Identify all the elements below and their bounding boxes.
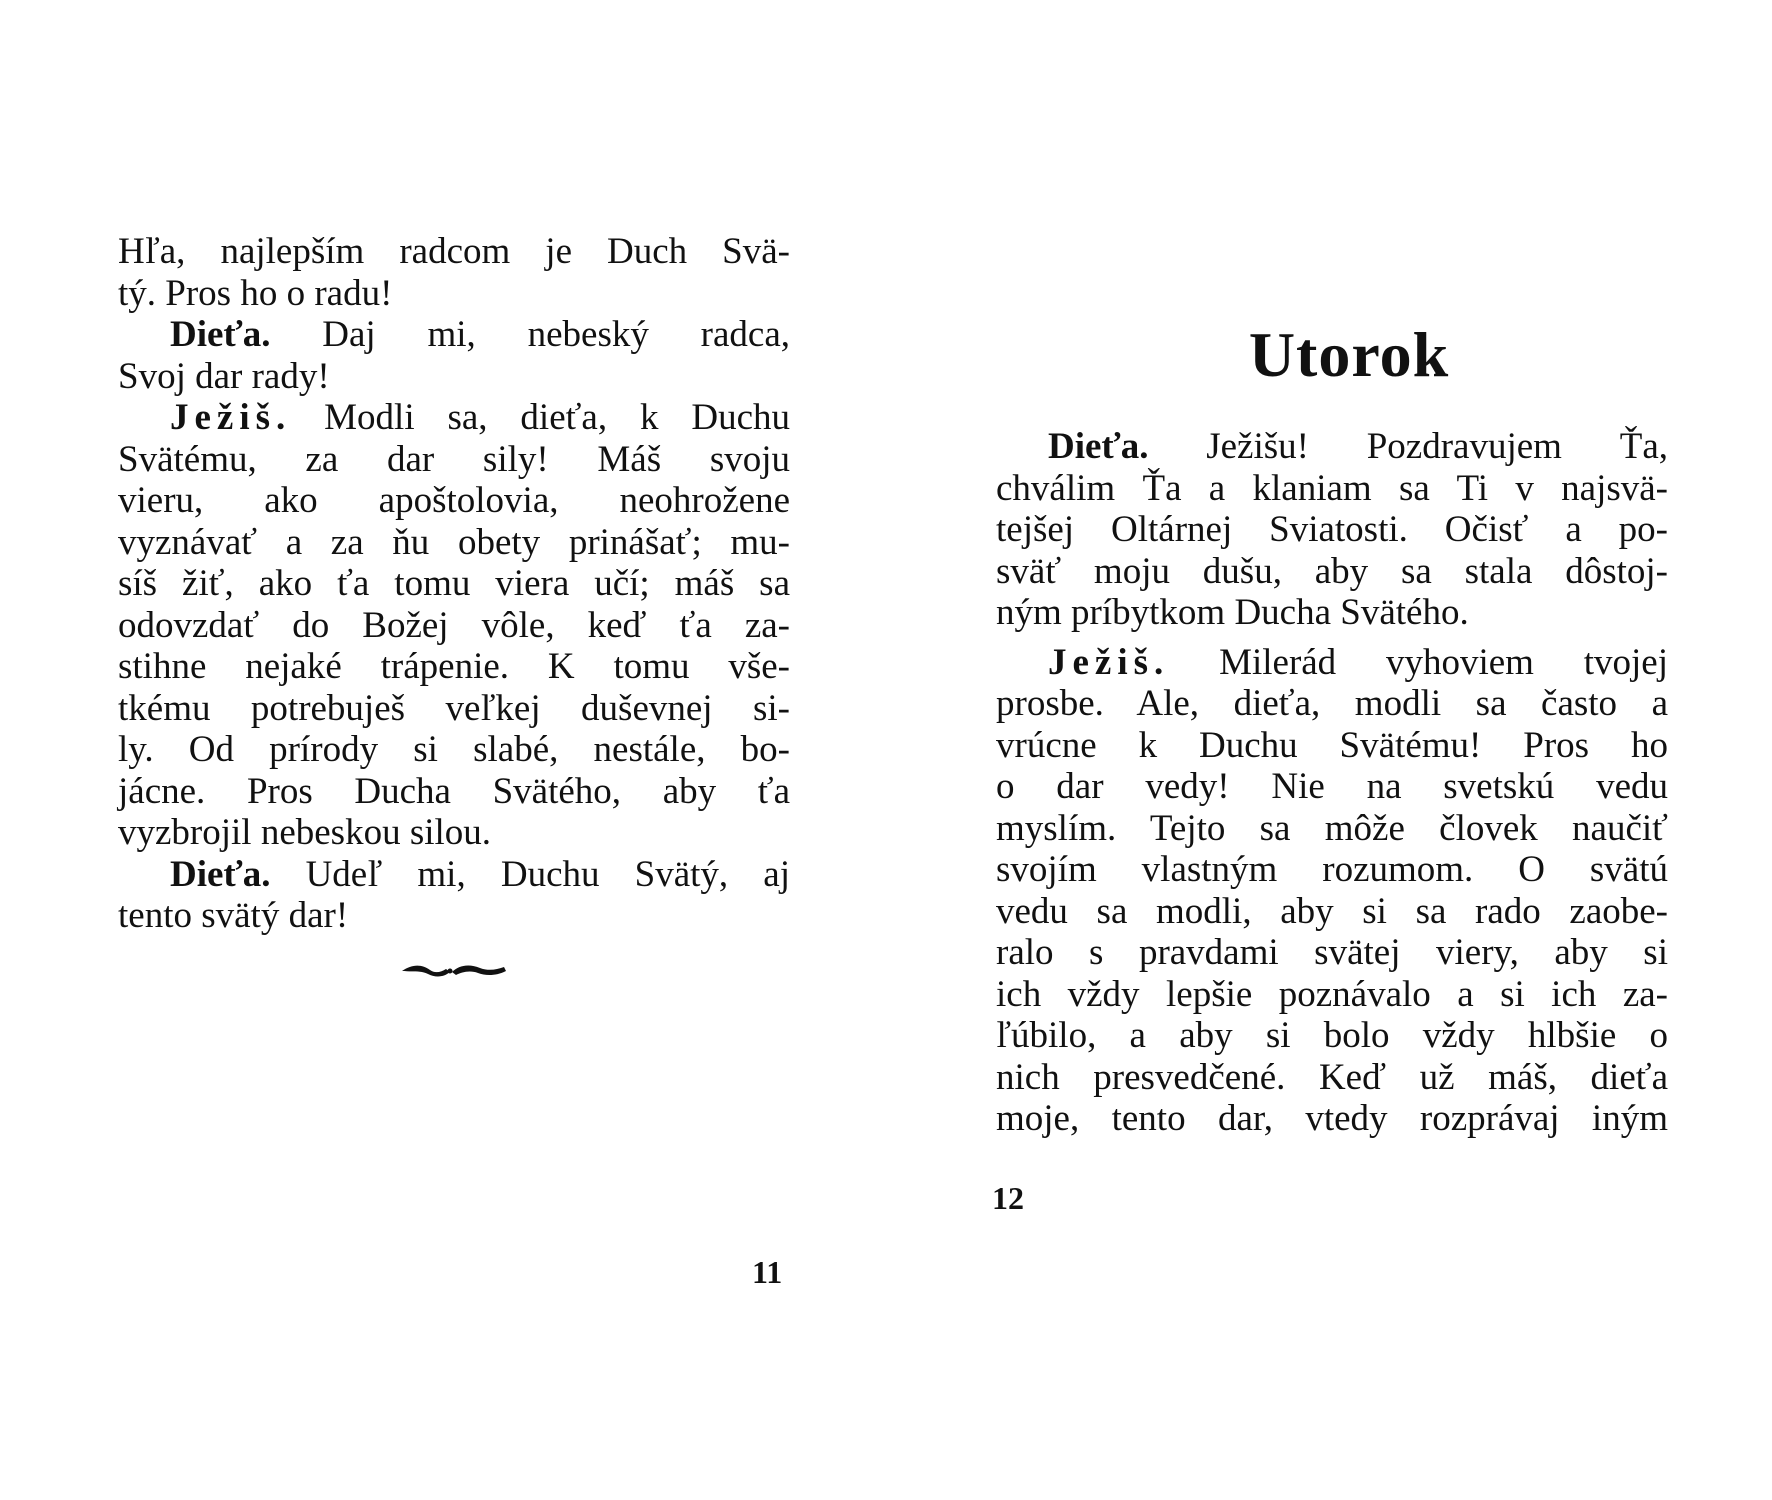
- left-page-text: [118, 231, 790, 937]
- text-line: síš žiť, ako ťa tomu viera učí; máš sa: [118, 563, 790, 604]
- text-line: moje, tento dar, vtedy rozprávaj iným: [996, 1098, 1668, 1139]
- ornament-divider-icon: [400, 960, 510, 982]
- text-line: jácne. Pros Ducha Svätého, aby ťa: [118, 770, 790, 812]
- dialogue-line: [996, 426, 1668, 468]
- text-line: Svätému, za dar sily! Máš svoju: [118, 438, 790, 480]
- dialogue-text: Milerád vyhoviem tvojej: [1169, 641, 1668, 683]
- text-line: stihne nejaké trápenie. K tomu vše-: [118, 646, 790, 687]
- text-line: odovzdať do Božej vôle, keď ťa za-: [118, 604, 790, 646]
- text-line: chválim Ťa a klaniam sa Ti v najsvä-: [996, 467, 1668, 509]
- speaker-label: Dieťa.: [1048, 426, 1149, 467]
- text-line: ly. Od prírody si slabé, nestále, bo-: [118, 729, 790, 770]
- text-line: vedu sa modli, aby si sa rado zaobe-: [996, 890, 1668, 932]
- right-page-text: [996, 426, 1668, 1140]
- text-line: prosbe. Ale, dieťa, modli sa často a: [996, 683, 1668, 724]
- text-line: svojím vlastným rozumom. O svätú: [996, 849, 1668, 890]
- text-line: Svoj dar rady!: [118, 355, 330, 397]
- text-line: ľúbilo, a aby si bolo vždy hlbšie o: [996, 1015, 1668, 1056]
- dialogue-line: [118, 314, 790, 356]
- speaker-label: Ježiš.: [170, 397, 292, 438]
- speaker-label: Dieťa.: [170, 314, 271, 355]
- dialogue-text: Modli sa, dieťa, k Duchu: [291, 397, 790, 438]
- dialogue-line: [118, 397, 790, 439]
- speaker-label: Dieťa.: [170, 853, 271, 895]
- page-number: 12: [992, 1180, 1024, 1216]
- dialogue-line: [996, 642, 1668, 684]
- dialogue-text: Daj mi, nebeský radca,: [270, 314, 790, 355]
- dialogue-text: Ježišu! Pozdravujem Ťa,: [1148, 426, 1668, 467]
- text-line: Hľa, najlepším radcom je Duch Svä-: [118, 231, 790, 272]
- text-line: o dar vedy! Nie na svetskú vedu: [996, 766, 1668, 807]
- text-line: tý. Pros ho o radu!: [118, 272, 393, 314]
- text-line: sväť moju dušu, aby sa stala dôstoj-: [996, 550, 1668, 592]
- text-line: nich presvedčené. Keď už máš, dieťa: [996, 1056, 1668, 1098]
- text-line: tejšej Oltárnej Sviatosti. Očisť a po-: [996, 509, 1668, 550]
- page-number: 11: [752, 1254, 783, 1290]
- text-line: myslím. Tejto sa môže človek naučiť: [996, 807, 1668, 849]
- chapter-title: Utorok: [1248, 319, 1450, 390]
- right-page: [886, 0, 1772, 1500]
- text-line: vyznávať a za ňu obety prinášať; mu-: [118, 521, 790, 563]
- text-line: vyzbrojil nebeskou silou.: [118, 812, 492, 853]
- dialogue-line: [118, 854, 790, 896]
- text-line: ralo s pravdami svätej viery, aby si: [996, 932, 1668, 973]
- text-line: vieru, ako apoštolovia, neohrožene: [118, 480, 790, 521]
- dialogue-text: Udeľ mi, Duchu Svätý, aj: [270, 853, 790, 895]
- text-line: ich vždy lepšie poznávalo a si ich za-: [996, 973, 1668, 1015]
- speaker-label: Ježiš.: [1048, 641, 1170, 683]
- text-line: vrúcne k Duchu Svätému! Pros ho: [996, 724, 1668, 766]
- text-line: tento svätý dar!: [118, 895, 349, 936]
- text-line: tkému potrebuješ veľkej duševnej si-: [118, 687, 790, 729]
- text-line: ným príbytkom Ducha Svätého.: [996, 592, 1469, 633]
